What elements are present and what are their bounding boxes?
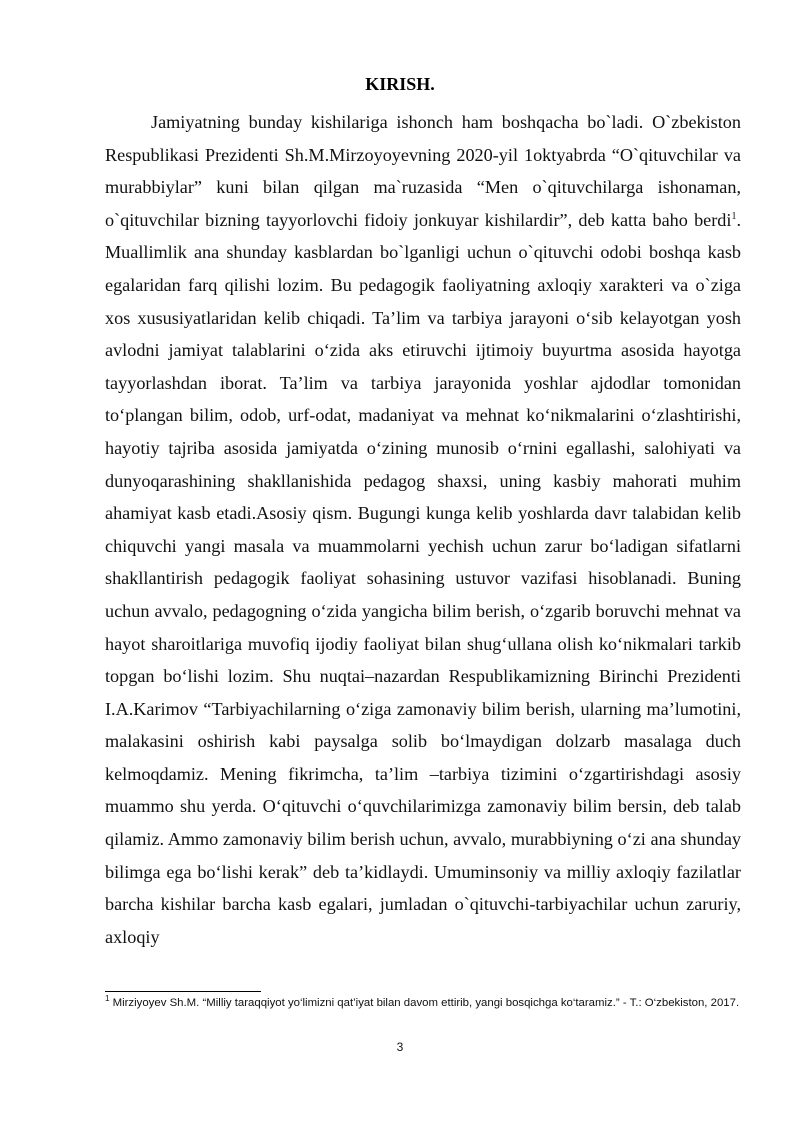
main-paragraph [105,106,741,953]
footnote-marker: 1 [105,994,110,1004]
paragraph-text-part-1: Jamiyatning bunday kishilariga ishonch ham boshqacha bo`ladi. O`zbekiston Respublikasi Prezidenti Sh.M.Mirzoyoyevning 2020-yil 1oktyabrda “O`qituvchilar va murabbiylar” kuni bilan qilgan ma`ruzasida “Men o`qituvchilarga ishonaman, o`qituvchilar bizning tayyorlovchi fidoiy jonkuyar kishilardir”, deb katta baho berdi [105,112,741,230]
footnote [105,995,741,1012]
section-title: KIRISH. [365,74,435,94]
paragraph-text-part-2: . Muallimlik ana shunday kasblardan bo`lganligi uchun o`qituvchi odobi boshqa kasb egalaridan farq qilishi lozim. Bu pedagogik faoliyatning axloqiy xarakteri va o`ziga xos xususiyatlaridan kelib chiqadi. Ta’lim va tarbiya jarayoni o‘sib kelayotgan yosh avlodni jamiyat talablarini o‘zida aks etiruvchi ijtimoiy buyurtma asosida hayotga tayyorlashdan iborat. Ta’lim va tarbiya jarayonida yoshlar ajdodlar tomonidan to‘plangan bilim, odob, urf-odat, madaniyat va mehnat ko‘nikmalarini o‘zlashtirishi, hayotiy tajriba asosida jamiyatda o‘zining munosib o‘rnini egallashi, salohiyati va dunyoqarashining shakllanishida pedagog shaxsi, uning kasbiy mahorati muhim ahamiyat kasb etadi.Asosiy qism. Bugungi kunga kelib yoshlarda davr talabidan kelib chiquvchi yangi masala va muammolarni yechish uchun zarur bo‘ladigan sifatlarni shakllantirish pedagogik faoliyat sohasining ustuvor vazifasi hisoblanadi. Buning uchun avvalo, pedagogning o‘zida yangicha bilim berish, o‘zgarib boruvchi mehnat va hayot sharoitlariga muvofiq ijodiy faoliyat bilan shug‘ullana olish ko‘nikmalari tarkib topgan bo‘lishi lozim. Shu nuqtai–nazardan Respublikamizning Birinchi Prezidenti I.A.Karimov “Tarbiyachilarning o‘ziga zamonaviy bilim berish, ularning ma’lumotini, malakasini oshirish kabi paysalga solib bo‘lmaydigan dolzarb masalaga duch kelmoqdamiz. Mening fikrimcha, ta’lim –tarbiya tizimini o‘zgartirishdagi asosiy muammo shu yerda. O‘qituvchi o‘quvchilarimizga zamonaviy bilim bersin, deb talab qilamiz. Ammo zamonaviy bilim berish uchun, avvalo, murabbiyning o‘zi ana shunday bilimga ega bo‘lishi kerak” deb ta’kidlaydi. Umuminsoniy va milliy axloqiy fazilatlar barcha kishilar barcha kasb egalari, jumladan o`qituvchi-tarbiyachilar uchun zaruriy, axloqiy [105,209,741,947]
body-text [105,106,741,953]
page-number: 3 [396,1040,404,1054]
footnote-text: Mirziyoyev Sh.M. “Milliy taraqqiyot yo‘limizni qat’iyat bilan davom ettirib, yangi bosqichga ko‘taramiz.” - T.: O‘zbekiston, 2017. [109,997,740,1009]
footnote-separator [105,991,261,992]
footnote-reference[interactable]: 1 [731,210,737,222]
